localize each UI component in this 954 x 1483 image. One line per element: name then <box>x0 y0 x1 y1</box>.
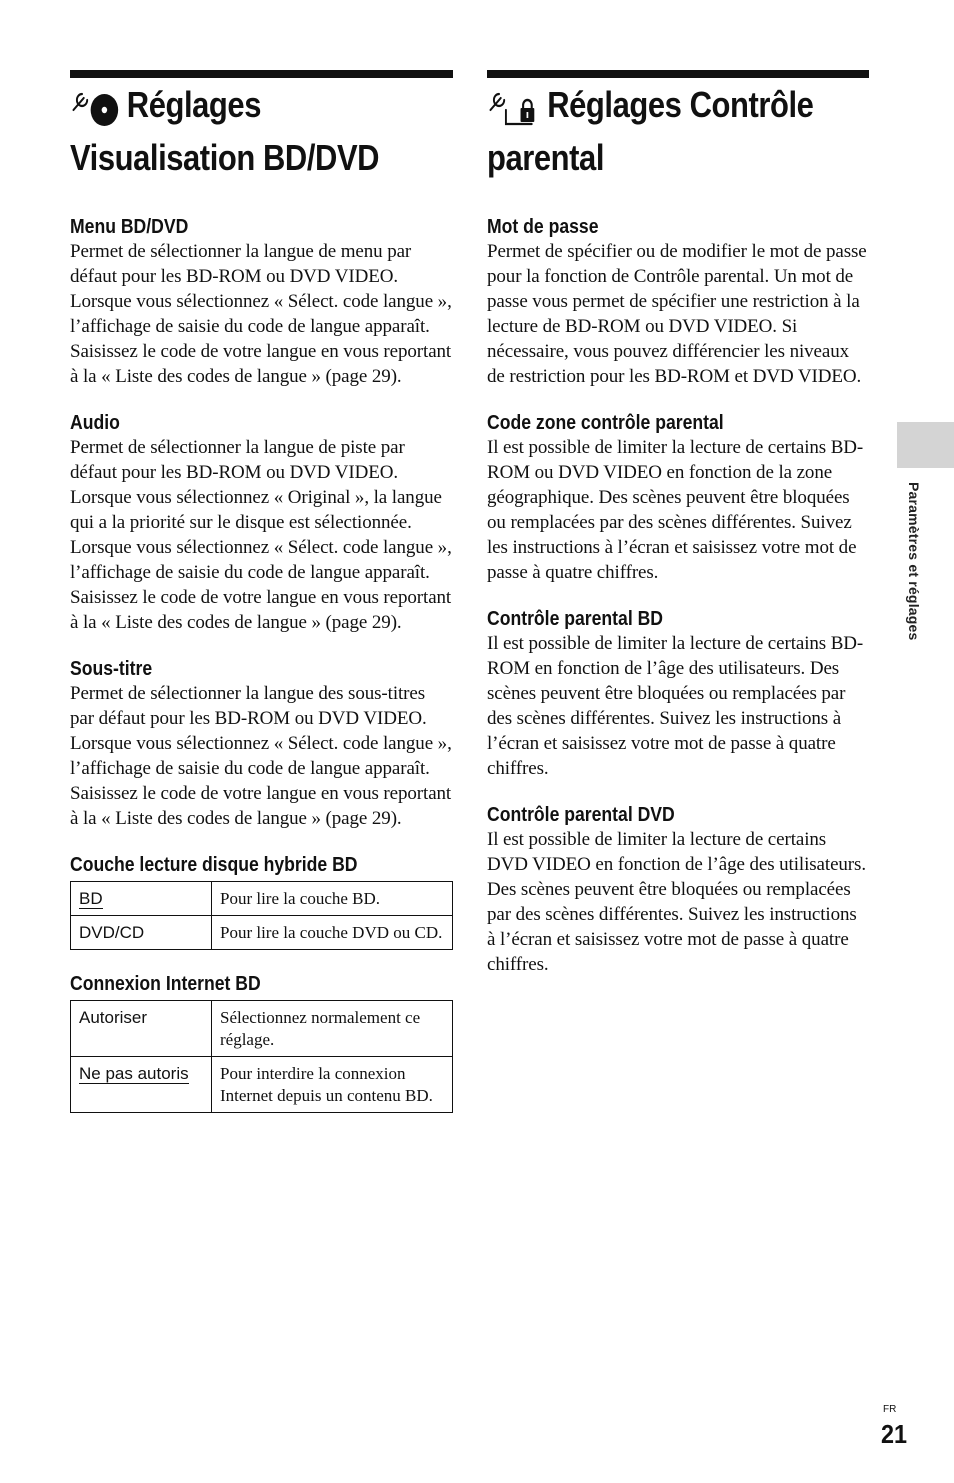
table-row <box>71 1057 453 1113</box>
section-text: Permet de sélectionner la langue de piste par défaut pour les BD-ROM ou DVD VIDEO. Lorsque vous sélectionnez « Original », la langue qui a la priorité sur le disque est sélectionnée. <box>70 437 442 533</box>
section-audio <box>70 411 453 635</box>
page-number: 21 <box>881 1419 908 1449</box>
section-heading: Mot de passe <box>487 216 599 238</box>
table-row <box>71 1001 453 1057</box>
section-text: Il est possible de limiter la lecture de certains DVD VIDEO en fonction de l’âge des utilisateurs. Des scènes peuvent être bloquées ou remplacées par des scènes différentes. Suivez les instructions à l’écran et saisissez votre mot de passe à quatre chiffres. <box>487 829 866 975</box>
section-menu <box>70 215 453 389</box>
section-heading: Code zone contrôle parental <box>487 412 724 434</box>
section-heading: Contrôle parental BD <box>487 608 664 630</box>
option-value: Pour lire la couche BD. <box>212 882 453 916</box>
right-column <box>487 70 869 999</box>
title-rule <box>70 70 453 78</box>
title-line-1: Réglages <box>126 84 261 125</box>
section-text: Lorsque vous sélectionnez « Sélect. code langue », l’affichage de saisie du code de langue apparaît. Saisissez le code de votre langue en vous reportant à la « Liste des codes de langue » (page 29). <box>70 733 452 829</box>
section-heading: Audio <box>70 412 120 434</box>
section-text: Il est possible de limiter la lecture de certains BD-ROM en fonction de l’âge des utilisateurs. Des scènes peuvent être bloquées ou remplacées par des scènes différentes. Suivez les instructions à l’écran et saisissez votre mot de passe à quatre chiffres. <box>487 633 864 779</box>
section-password <box>487 215 869 389</box>
section-text: Permet de sélectionner la langue de menu par défaut pour les BD-ROM ou DVD VIDEO. Lorsque vous sélectionnez « Sélect. code langue », l’affichage de saisie du code de langue apparaît. Saisissez le code de votre langue en vous reportant à la « Liste des codes de langue » (page 29). <box>70 241 452 387</box>
section-subtitle <box>70 657 453 831</box>
section-text: Permet de spécifier ou de modifier le mot de passe pour la fonction de Contrôle parental. Un mot de passe vous permet de spécifier une restriction à la lecture de BD-ROM ou DVD VIDEO. Si nécessaire, vous pouvez différencier les niveaux de restriction pour les BD-ROM et DVD VIDEO. <box>487 241 867 387</box>
title-line-2: parental <box>487 137 605 178</box>
option-value: Pour interdire la connexion Internet depuis un contenu BD. <box>212 1057 453 1113</box>
option-key: BD <box>79 889 103 908</box>
section-internet <box>70 972 453 1113</box>
section-hybrid <box>70 853 453 950</box>
side-tab-label: Paramètres et réglages <box>906 482 922 641</box>
language-code: FR <box>883 1404 897 1415</box>
page-title <box>70 84 379 179</box>
option-key: Ne pas autoris <box>79 1064 189 1083</box>
option-value: Sélectionnez normalement ce réglage. <box>212 1001 453 1057</box>
section-zone <box>487 411 869 585</box>
table-row <box>71 882 453 916</box>
section-title <box>487 84 869 179</box>
options-table <box>70 881 453 950</box>
section-title <box>70 84 453 179</box>
section-heading: Sous-titre <box>70 658 153 680</box>
section-heading: Contrôle parental DVD <box>487 804 675 826</box>
option-value: Pour lire la couche DVD ou CD. <box>212 916 453 950</box>
section-heading: Couche lecture disque hybride BD <box>70 854 358 876</box>
left-column <box>70 70 453 1135</box>
section-text: Permet de sélectionner la langue des sous-titres par défaut pour les BD-ROM ou DVD VIDEO. <box>70 683 427 729</box>
title-rule <box>487 70 869 78</box>
section-bd <box>487 607 869 781</box>
section-text: Lorsque vous sélectionnez « Sélect. code langue », l’affichage de saisie du code de langue apparaît. Saisissez le code de votre langue en vous reportant à la « Liste des codes de langue » (page 29). <box>70 537 452 633</box>
title-line-1: Réglages Contrôle <box>547 84 814 125</box>
wrench-disc-icon <box>70 88 122 137</box>
side-tab <box>897 422 954 468</box>
options-table <box>70 1000 453 1113</box>
section-heading: Connexion Internet BD <box>70 973 261 995</box>
option-key: DVD/CD <box>71 916 212 950</box>
page-title <box>487 84 813 179</box>
title-line-2: Visualisation BD/DVD <box>70 137 380 178</box>
section-heading: Menu BD/DVD <box>70 216 189 238</box>
table-row <box>71 916 453 950</box>
section-dvd <box>487 803 869 977</box>
wrench-lock-icon <box>487 88 542 137</box>
section-text: Il est possible de limiter la lecture de certains BD-ROM ou DVD VIDEO en fonction de la zone géographique. Des scènes peuvent être bloquées ou remplacées par des scènes différentes. Suivez les instructions à l’écran et saisissez votre mot de passe à quatre chiffres. <box>487 437 864 583</box>
option-key: Autoriser <box>71 1001 212 1057</box>
